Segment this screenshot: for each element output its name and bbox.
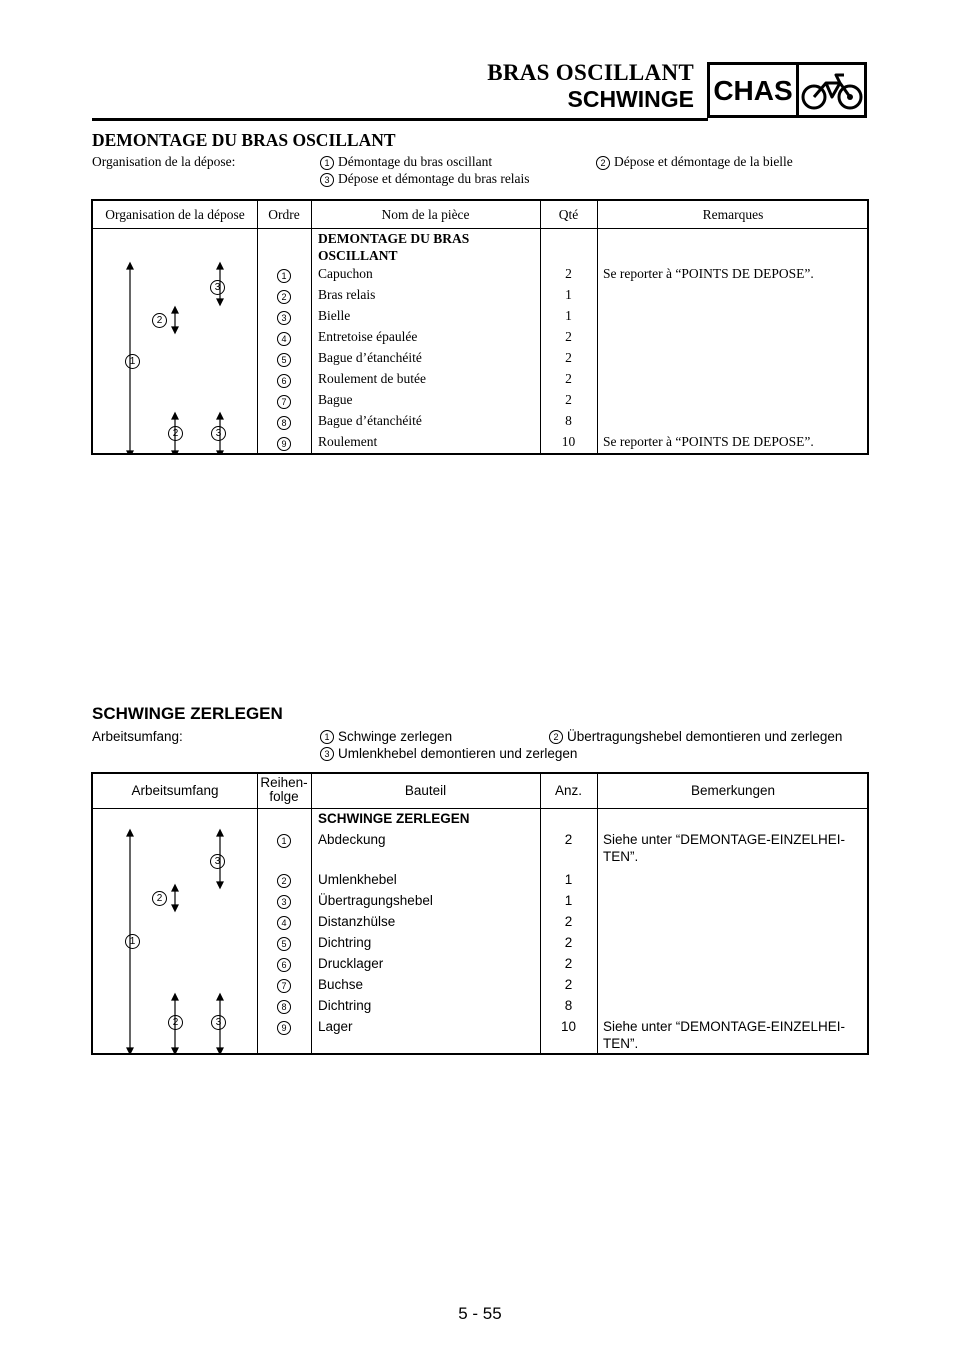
order-badge: 2 — [277, 874, 291, 888]
cell-qty: 8 — [565, 413, 572, 428]
cell-order — [277, 957, 295, 972]
order-badge: 5 — [277, 353, 291, 367]
fr-parts-table — [91, 199, 869, 455]
cell-qty: 10 — [560, 1019, 577, 1034]
diagram-badge-3: 3 — [210, 854, 225, 869]
cell-part-name: Buchse — [318, 977, 364, 992]
fr-org-item-1 — [320, 154, 492, 170]
order-badge: 2 — [277, 290, 291, 304]
order-badge: 6 — [277, 958, 291, 972]
cell-order — [277, 330, 295, 346]
section-tag-box — [707, 62, 867, 118]
cell-part-name: Bielle — [318, 308, 351, 323]
cell-qty: 1 — [564, 893, 573, 908]
column-divider — [597, 774, 598, 1053]
column-divider — [597, 201, 598, 453]
cell-part-name: Bague — [318, 392, 353, 407]
de-org-item-3 — [320, 746, 577, 761]
header-rule — [92, 118, 708, 121]
cell-qty: 2 — [564, 832, 573, 847]
order-badge: 4 — [277, 332, 291, 346]
cell-qty: 2 — [564, 977, 573, 992]
cell-qty: 2 — [565, 329, 572, 344]
fr-org-item-3 — [320, 171, 530, 187]
cell-part-name: Übertragungshebel — [318, 893, 433, 908]
cell-order — [277, 999, 295, 1014]
column-divider — [257, 774, 258, 1053]
cell-part-name: Capuchon — [318, 266, 373, 281]
cell-remark: Se reporter à “POINTS DE DEPOSE”. — [603, 266, 814, 281]
cell-order — [277, 978, 295, 993]
order-badge: 1 — [277, 834, 291, 848]
cell-order — [277, 1020, 295, 1035]
fr-section-heading: DEMONTAGE DU BRAS OSCILLANT — [92, 130, 396, 150]
cell-qty: 2 — [565, 266, 572, 281]
section-tag-label: CHAS — [710, 65, 799, 115]
number-badge: 3 — [320, 747, 334, 761]
cell-part-name: Bague d’étanchéité — [318, 350, 422, 365]
cell-qty: 1 — [565, 308, 572, 323]
cell-qty: 1 — [564, 872, 573, 887]
cell-order — [277, 288, 295, 304]
col-header-order — [257, 776, 311, 804]
cell-qty: 2 — [565, 350, 572, 365]
order-badge: 7 — [277, 395, 291, 409]
col-header-bauteil: Bauteil — [404, 783, 447, 798]
cell-order — [277, 414, 295, 430]
de-flow-diagram — [93, 774, 257, 1055]
col-header-qty: Qté — [558, 207, 579, 222]
diagram-badge-2: 2 — [152, 313, 167, 328]
de-parts-table — [91, 772, 869, 1055]
order-badge: 5 — [277, 937, 291, 951]
cell-order — [277, 393, 295, 409]
order-badge: 8 — [277, 1000, 291, 1014]
diagram-badge-2: 2 — [152, 891, 167, 906]
number-badge: 1 — [320, 156, 334, 170]
cell-order — [277, 267, 295, 283]
column-divider — [311, 774, 312, 1053]
col-header-part-name: Nom de la pièce — [381, 207, 470, 222]
order-badge: 3 — [277, 311, 291, 325]
fr-org-label: Organisation de la dépose: — [92, 154, 236, 169]
cell-part-name: Distanzhülse — [318, 914, 396, 929]
cell-qty: 2 — [565, 371, 572, 386]
org-item-text: Dépose et démontage de la bielle — [614, 154, 793, 169]
cell-remark: Se reporter à “POINTS DE DEPOSE”. — [603, 434, 814, 449]
cell-remark-line1: Siehe unter “DEMONTAGE-EINZELHEI- — [603, 1019, 846, 1034]
cell-qty: 10 — [561, 434, 576, 449]
column-divider — [257, 201, 258, 453]
number-badge: 1 — [320, 730, 334, 744]
de-org-label: Arbeitsumfang: — [92, 729, 183, 744]
order-badge: 9 — [277, 1021, 291, 1035]
diagram-badge-2b: 2 — [168, 426, 183, 441]
cell-order — [277, 833, 295, 848]
col-header-order-line2: folge — [269, 789, 299, 804]
cell-order — [277, 372, 295, 388]
diagram-badge-1: 1 — [125, 934, 140, 949]
diagram-badge-3: 3 — [210, 280, 225, 295]
col-header-order: Ordre — [268, 207, 300, 222]
order-badge: 9 — [277, 437, 291, 451]
order-badge: 1 — [277, 269, 291, 283]
col-header-arbeitsumfang: Arbeitsumfang — [131, 783, 219, 798]
cell-part-name: Bras relais — [318, 287, 376, 302]
cell-order — [277, 351, 295, 367]
motorcycle-icon — [800, 69, 864, 113]
cell-part-name: Dichtring — [318, 935, 372, 950]
page-number: 5 - 55 — [458, 1304, 502, 1323]
cell-order — [277, 873, 295, 888]
diagram-badge-1: 1 — [125, 354, 140, 369]
group-title: SCHWINGE ZERLEGEN — [318, 811, 470, 826]
header-title-de: SCHWINGE — [567, 86, 694, 112]
order-badge: 6 — [277, 374, 291, 388]
cell-part-name: Dichtring — [318, 998, 372, 1013]
cell-order — [277, 435, 295, 451]
cell-qty: 8 — [564, 998, 573, 1013]
cell-order — [277, 915, 295, 930]
diagram-badge-3b: 3 — [211, 1015, 226, 1030]
cell-qty: 1 — [565, 287, 572, 302]
diagram-badge-2b: 2 — [168, 1015, 183, 1030]
cell-part-name: Abdeckung — [318, 832, 386, 847]
cell-part-name: Umlenkhebel — [318, 872, 397, 887]
col-header-remarks: Remarques — [702, 207, 764, 222]
cell-remark-line2: TEN”. — [603, 1036, 639, 1051]
col-header-anz: Anz. — [554, 783, 582, 798]
order-badge: 8 — [277, 416, 291, 430]
fr-flow-diagram — [93, 201, 257, 455]
col-header-organisation: Organisation de la dépose — [105, 207, 245, 222]
number-badge: 3 — [320, 173, 334, 187]
cell-qty: 2 — [564, 935, 573, 950]
order-badge: 3 — [277, 895, 291, 909]
org-item-text: Démontage du bras oscillant — [338, 154, 493, 169]
number-badge: 2 — [549, 730, 563, 744]
de-section-heading: SCHWINGE ZERLEGEN — [92, 704, 283, 723]
cell-part-name: Roulement de butée — [318, 371, 426, 386]
org-item-text: Schwinge zerlegen — [338, 729, 453, 744]
cell-part-name: Entretoise épaulée — [318, 329, 418, 344]
cell-part-name: Roulement — [318, 434, 378, 449]
number-badge: 2 — [596, 156, 610, 170]
org-item-text: Übertragungshebel demontieren und zerlegen — [567, 729, 843, 744]
cell-part-name: Bague d’étanchéité — [318, 413, 422, 428]
col-header-bemerkungen: Bemerkungen — [690, 783, 776, 798]
cell-qty: 2 — [565, 392, 572, 407]
cell-qty: 2 — [564, 956, 573, 971]
order-badge: 4 — [277, 916, 291, 930]
cell-remark-line1: Siehe unter “DEMONTAGE-EINZELHEI- — [603, 832, 846, 847]
cell-part-name: Drucklager — [318, 956, 384, 971]
cell-order — [277, 894, 295, 909]
cell-qty: 2 — [564, 914, 573, 929]
fr-org-item-2 — [596, 154, 793, 170]
col-header-order-line1: Reihen- — [260, 775, 308, 790]
column-divider — [311, 201, 312, 453]
diagram-badge-3b: 3 — [211, 426, 226, 441]
org-item-text: Umlenkhebel demontieren und zerlegen — [338, 746, 578, 761]
cell-order — [277, 936, 295, 951]
org-item-text: Dépose et démontage du bras relais — [338, 171, 530, 186]
order-badge: 7 — [277, 979, 291, 993]
de-org-item-1 — [320, 729, 452, 744]
header-title-fr: BRAS OSCILLANT — [487, 60, 694, 85]
cell-part-name: Lager — [318, 1019, 353, 1034]
group-title-line1: DEMONTAGE DU BRAS — [318, 231, 470, 246]
cell-remark-line2: TEN”. — [603, 849, 639, 864]
group-title-line2: OSCILLANT — [318, 248, 398, 263]
cell-order — [277, 309, 295, 325]
de-org-item-2 — [549, 729, 842, 744]
